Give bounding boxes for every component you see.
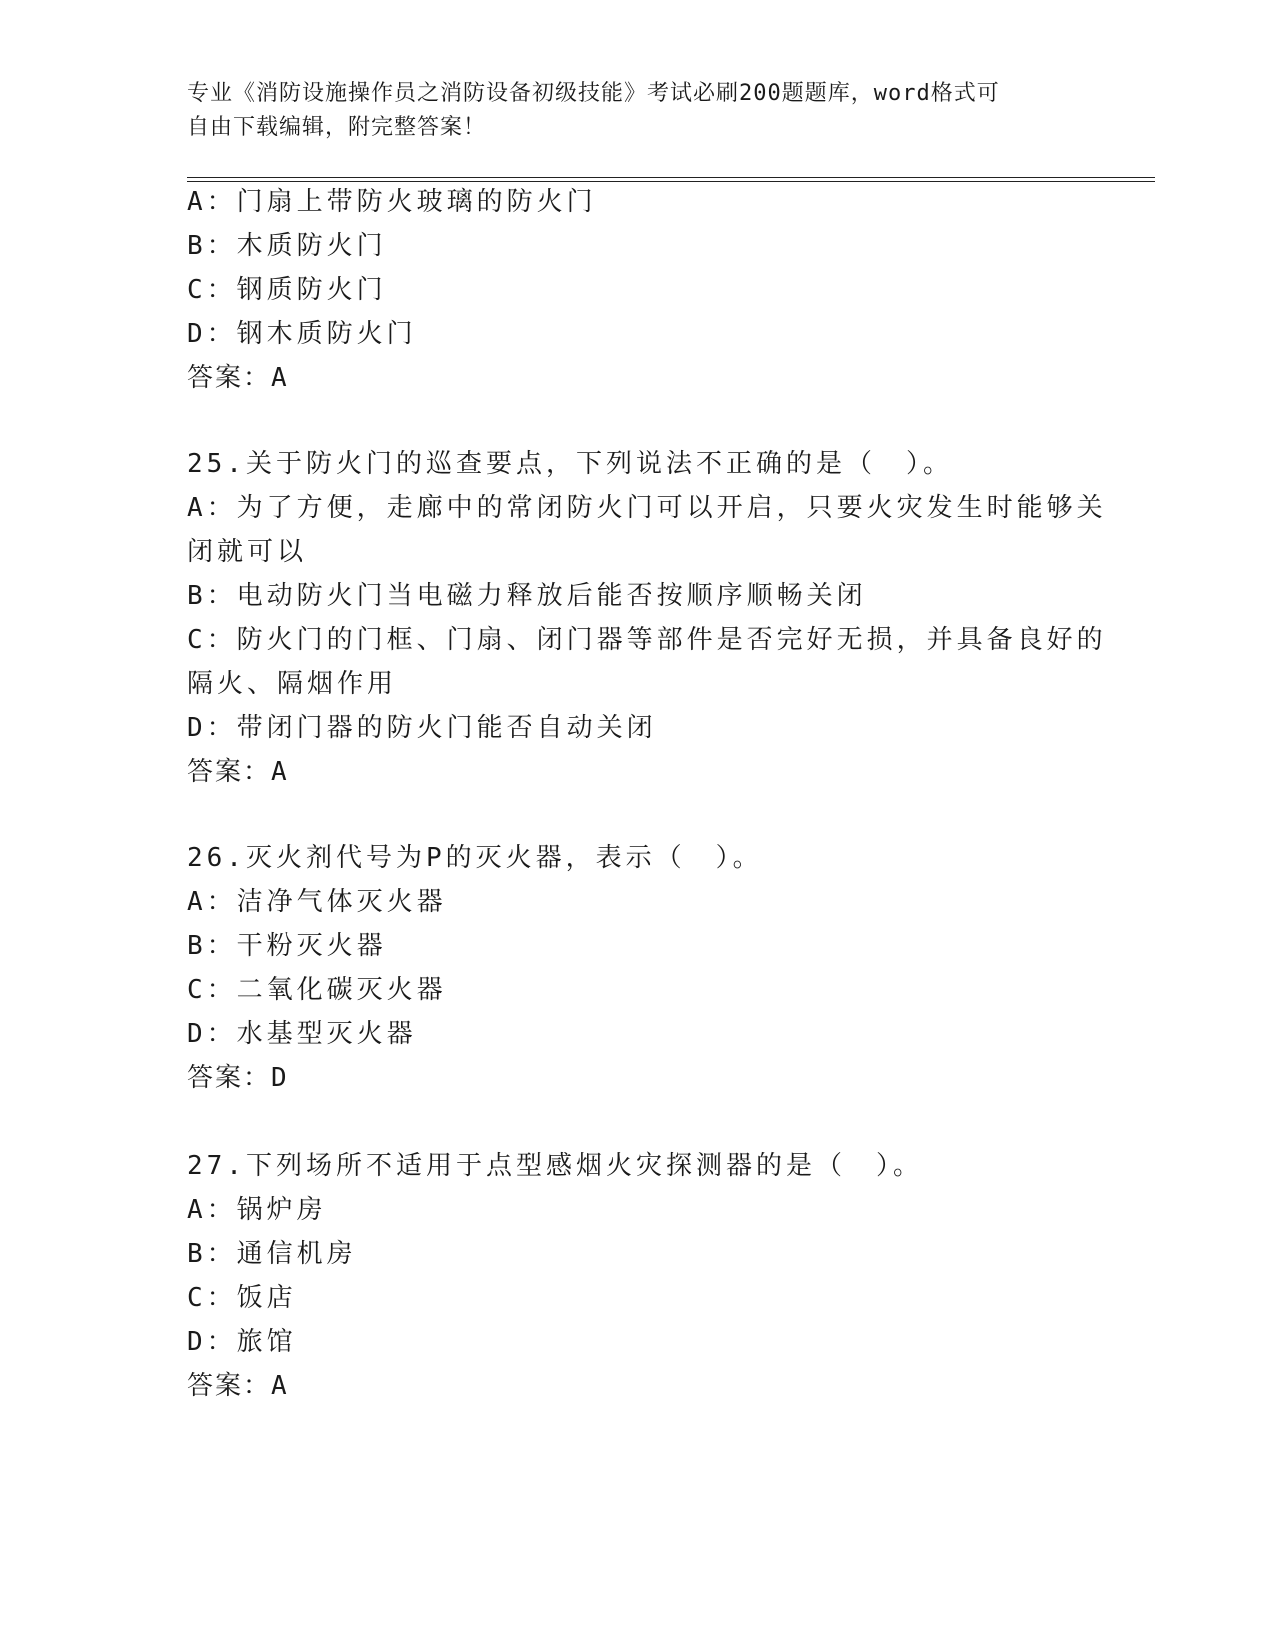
q25-option-c: C：防火门的门框、门扇、闭门器等部件是否完好无损，并具备良好的 bbox=[187, 625, 1107, 655]
q24-answer: 答案：A bbox=[187, 363, 289, 393]
q25-question: 25.关于防火门的巡查要点，下列说法不正确的是（ ）。 bbox=[187, 449, 953, 479]
q26-answer: 答案：D bbox=[187, 1063, 289, 1093]
q26-option-d: D：水基型灭火器 bbox=[187, 1019, 417, 1049]
q27-option-b: B：通信机房 bbox=[187, 1239, 357, 1269]
q24-option-a: A：门扇上带防火玻璃的防火门 bbox=[187, 187, 597, 217]
header-rule-bottom bbox=[187, 181, 1155, 182]
q26-option-c: C：二氧化碳灭火器 bbox=[187, 975, 447, 1005]
header-title-line-2: 自由下载编辑，附完整答案！ bbox=[187, 115, 487, 140]
q24-option-b: B：木质防火门 bbox=[187, 231, 387, 261]
q25-answer: 答案：A bbox=[187, 757, 289, 787]
q27-answer: 答案：A bbox=[187, 1371, 289, 1401]
q24-option-c: C：钢质防火门 bbox=[187, 275, 387, 305]
q25-option-b: B：电动防火门当电磁力释放后能否按顺序顺畅关闭 bbox=[187, 581, 867, 611]
q24-option-d: D：钢木质防火门 bbox=[187, 319, 417, 349]
q27-option-a: A：锅炉房 bbox=[187, 1195, 327, 1225]
q27-option-c: C：饭店 bbox=[187, 1283, 297, 1313]
header-rule-top bbox=[187, 177, 1155, 178]
q25-option-a-cont: 闭就可以 bbox=[187, 537, 308, 567]
q25-option-d: D：带闭门器的防火门能否自动关闭 bbox=[187, 713, 657, 743]
q25-option-c-cont: 隔火、隔烟作用 bbox=[187, 669, 398, 699]
q27-question: 27.下列场所不适用于点型感烟火灾探测器的是（ ）。 bbox=[187, 1151, 923, 1181]
q27-option-d: D：旅馆 bbox=[187, 1327, 297, 1357]
q26-question: 26.灭火剂代号为P的灭火器，表示（ ）。 bbox=[187, 843, 763, 873]
q26-option-a: A：洁净气体灭火器 bbox=[187, 887, 447, 917]
q26-option-b: B：干粉灭火器 bbox=[187, 931, 387, 961]
q25-option-a: A：为了方便，走廊中的常闭防火门可以开启，只要火灾发生时能够关 bbox=[187, 493, 1107, 523]
header-title-line-1: 专业《消防设施操作员之消防设备初级技能》考试必刷200题题库，word格式可 bbox=[187, 81, 1000, 106]
